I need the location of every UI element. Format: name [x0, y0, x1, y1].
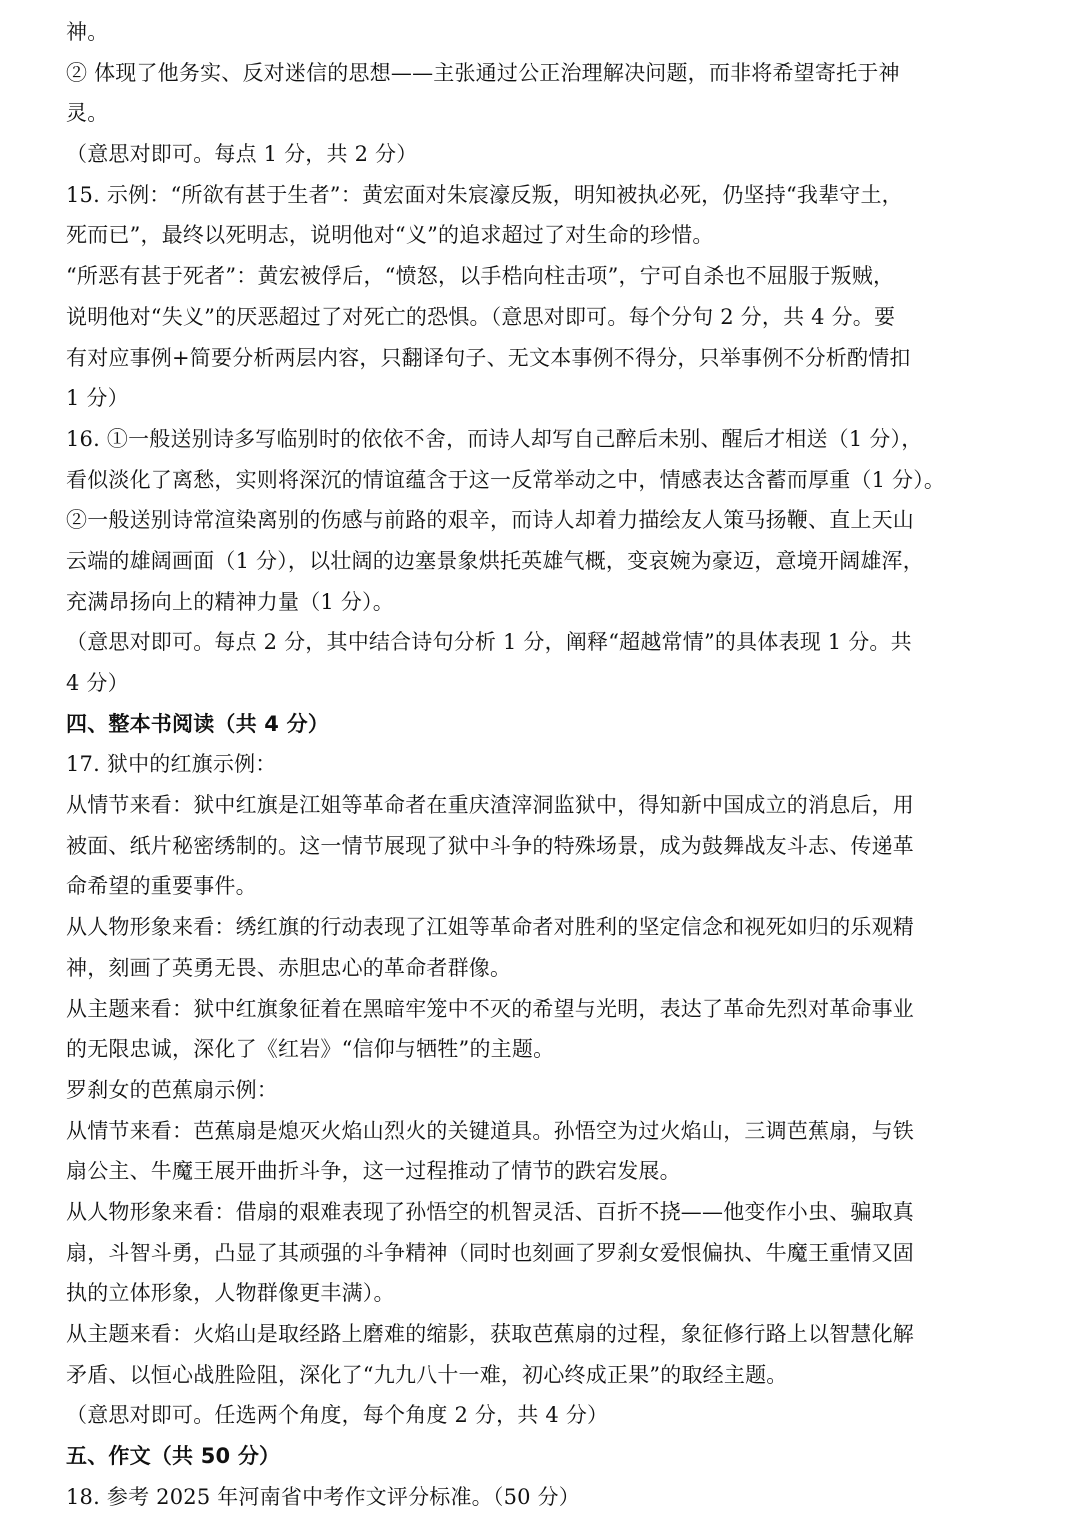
text-line: 说明他对“失义”的厌恶超过了对死亡的恐惧。（意思对即可。每个分句 2 分，共 4 分。要 [66, 304, 896, 329]
text-line: 看似淡化了离愁，实则将深沉的情谊蕴含于这一反常举动之中，情感表达含蓄而厚重（1 分）。 [66, 467, 946, 492]
text-line: 神。 [66, 20, 109, 44]
text-line: 4 分） [66, 671, 129, 695]
text-line: 有对应事例+简要分析两层内容，只翻译句子、无文本事例不得分，只举事例不分析酌情扣 [66, 345, 911, 370]
text-line: 死而已”，最终以死明志，说明他对“义”的追求超过了对生命的珍惜。 [66, 223, 714, 248]
question-16-answer: 16. ①一般送别诗多写临别时的依依不舍，而诗人却写自己醉后未别、醒后才相送（1 分）， [66, 426, 923, 451]
text-line: 神，刻画了英勇无畏、赤胆忠心的革命者群像。 [66, 955, 512, 980]
text-line: 矛盾、以恒心战胜险阻，深化了“九九八十一难，初心终成正果”的取经主题。 [66, 1362, 788, 1387]
text-line: 罗刹女的芭蕉扇示例： [66, 1077, 278, 1102]
text-line: 从主题来看：火焰山是取经路上磨难的缩影，获取芭蕉扇的过程，象征修行路上以智慧化解 [66, 1322, 914, 1346]
text-line: 被面、纸片秘密绣制的。这一情节展现了狱中斗争的特殊场景，成为鼓舞战友斗志、传递革 [66, 833, 914, 858]
section-heading-whole-book-reading: 四、整本书阅读（共 4 分） [66, 711, 330, 736]
text-line: 从情节来看：狱中红旗是江姐等革命者在重庆渣滓洞监狱中，得知新中国成立的消息后，用 [66, 793, 914, 818]
text-line: 命希望的重要事件。 [66, 874, 257, 899]
text-line: 云端的雄阔画面（1 分），以壮阔的边塞景象烘托英雄气概，变哀婉为豪迈，意境开阔雄浑， [66, 548, 924, 573]
question-17-answer: 17. 狱中的红旗示例： [66, 752, 277, 777]
text-line: 的无限忠诚，深化了《红岩》“信仰与牺牲”的主题。 [66, 1037, 555, 1062]
text-line: 从情节来看：芭蕉扇是熄灭火焰山烈火的关键道具。孙悟空为过火焰山，三调芭蕉扇，与铁 [66, 1118, 914, 1143]
text-line: 从人物形象来看：借扇的艰难表现了孙悟空的机智灵活、百折不挠——他变作小虫、骗取真 [66, 1199, 914, 1224]
scoring-note: （意思对即可。每点 1 分，共 2 分） [66, 142, 418, 167]
scoring-note: （意思对即可。任选两个角度，每个角度 2 分，共 4 分） [66, 1403, 609, 1428]
text-line: 执的立体形象，人物群像更丰满）。 [66, 1281, 395, 1306]
text-line: ② 体现了他务实、反对迷信的思想——主张通过公正治理解决问题，而非将希望寄托于神 [66, 60, 900, 85]
text-line: 扇，斗智斗勇，凸显了其顽强的斗争精神（同时也刻画了罗刹女爱恨偏执、牛魔王重情又固 [66, 1240, 914, 1265]
text-line: 扇公主、牛魔王展开曲折斗争，这一过程推动了情节的跌宕发展。 [66, 1159, 681, 1184]
answer-key-page [66, 12, 1014, 1517]
text-line: 灵。 [66, 101, 109, 126]
text-line: 从主题来看：狱中红旗象征着在黑暗牢笼中不灭的希望与光明，表达了革命先烈对革命事业 [66, 996, 914, 1021]
question-18-answer: 18. 参考 2025 年河南省中考作文评分标准。（50 分） [66, 1484, 580, 1509]
text-line: “所恶有甚于死者”：黄宏被俘后，“愤怒，以手梏向柱击项”，宁可自杀也不屈服于叛贼， [66, 264, 895, 289]
question-15-answer: 15. 示例：“所欲有甚于生者”：黄宏面对朱宸濠反叛，明知被执必死，仍坚持“我辈守土， [66, 182, 903, 207]
text-line: ②一般送别诗常渲染离别的伤感与前路的艰辛，而诗人却着力描绘友人策马扬鞭、直上天山 [66, 508, 914, 533]
section-heading-composition: 五、作文（共 50 分） [66, 1444, 281, 1469]
text-line: 充满昂扬向上的精神力量（1 分）。 [66, 589, 394, 614]
text-line: 从人物形象来看：绣红旗的行动表现了江姐等革命者对胜利的坚定信念和视死如归的乐观精 [66, 915, 914, 940]
text-line: 1 分） [66, 386, 129, 411]
scoring-note: （意思对即可。每点 2 分，其中结合诗句分析 1 分，阐释“超越常情”的具体表现 1 分。共 [66, 630, 912, 655]
